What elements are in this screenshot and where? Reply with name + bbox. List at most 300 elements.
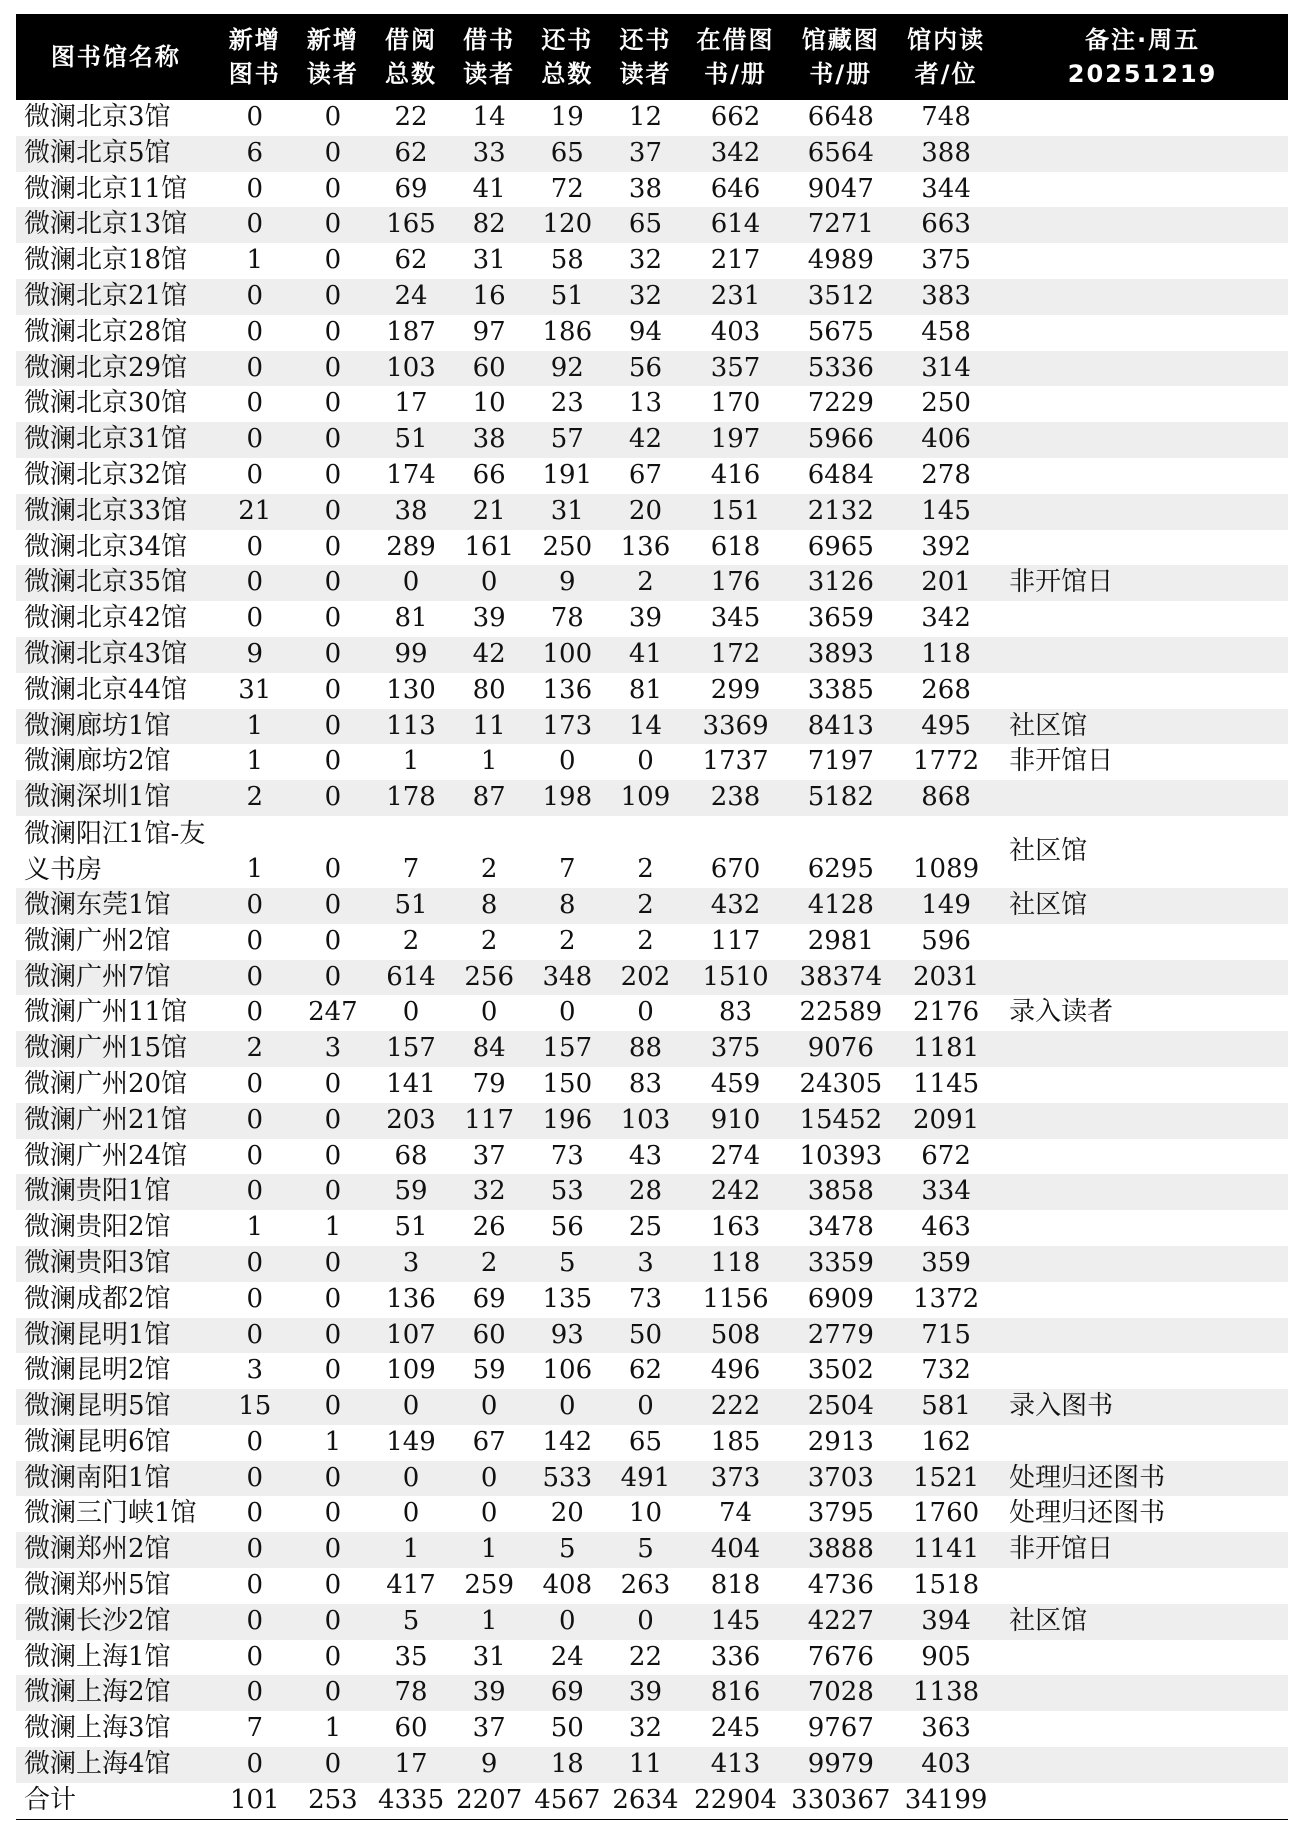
cell-collection-books: 3703 (787, 1461, 896, 1497)
cell-borrow-readers: 2 (450, 1246, 528, 1282)
cell-library-name: 微澜广州21馆 (16, 1103, 216, 1139)
cell-return-readers: 11 (606, 1747, 684, 1783)
cell-total-borrowed: 5 (372, 1604, 450, 1640)
table-row (16, 100, 1288, 136)
cell-library-name: 微澜北京18馆 (24, 245, 188, 276)
cell-return-readers: 94 (628, 316, 662, 347)
cell-collection-books: 22589 (799, 997, 883, 1028)
cell-borrow-readers: 2207 (450, 1783, 528, 1819)
cell-total-returned: 58 (550, 245, 584, 276)
cell-new-books: 0 (246, 1426, 264, 1457)
cell-books-on-loan: 403 (710, 316, 761, 347)
cell-borrow-readers: 10 (472, 388, 506, 419)
cell-new-readers: 1 (324, 1426, 342, 1457)
cell-library-name: 微澜廊坊1馆 (16, 709, 216, 745)
cell-readers-in-library: 1089 (913, 854, 980, 885)
cell-total-returned: 92 (528, 351, 606, 387)
cell-return-readers: 12 (628, 102, 662, 132)
cell-total-borrowed: 35 (394, 1641, 428, 1672)
cell-library-name: 微澜广州15馆 (16, 1031, 216, 1067)
cell-collection-books: 7229 (807, 388, 874, 419)
cell-new-readers: 0 (294, 1174, 372, 1210)
cell-readers-in-library: 145 (895, 494, 997, 530)
cell-total-returned: 8 (528, 888, 606, 924)
cell-new-readers: 0 (324, 603, 342, 634)
cell-total-returned: 100 (528, 637, 606, 673)
cell-note (997, 1747, 1288, 1783)
cell-new-readers: 0 (294, 888, 372, 924)
cell-collection-books: 5966 (787, 422, 896, 458)
cell-books-on-loan: 74 (718, 1498, 753, 1529)
cell-total-borrowed: 614 (372, 960, 450, 996)
header-line: 还书 (619, 26, 672, 54)
cell-total-returned: 19 (550, 102, 584, 132)
cell-new-books: 1 (216, 709, 294, 745)
cell-borrow-readers: 32 (450, 1174, 528, 1210)
cell-new-readers: 0 (294, 1461, 372, 1497)
cell-books-on-loan: 1737 (702, 746, 769, 777)
cell-note (997, 637, 1288, 673)
table-row (16, 1282, 1288, 1318)
cell-books-on-loan: 83 (718, 997, 753, 1028)
cell-borrow-readers: 37 (472, 1140, 506, 1171)
cell-library-name: 微澜北京5馆 (16, 136, 216, 172)
cell-new-readers: 0 (324, 388, 342, 419)
cell-total-borrowed: 51 (372, 888, 450, 924)
cell-borrow-readers: 33 (450, 136, 528, 172)
cell-total-borrowed: 0 (402, 997, 420, 1028)
cell-new-books: 0 (216, 960, 294, 996)
cell-note (997, 1139, 1288, 1175)
cell-new-books: 0 (216, 565, 294, 601)
cell-return-readers: 28 (606, 1174, 684, 1210)
cell-collection-books: 15452 (787, 1103, 896, 1139)
cell-books-on-loan: 145 (685, 1604, 787, 1640)
cell-books-on-loan: 245 (710, 1713, 761, 1744)
cell-books-on-loan: 818 (710, 1570, 761, 1601)
cell-note (997, 1282, 1288, 1318)
cell-readers-in-library: 34199 (895, 1783, 997, 1819)
cell-books-on-loan: 185 (710, 1426, 761, 1457)
cell-note (997, 924, 1288, 960)
cell-total-returned: 186 (542, 316, 593, 347)
cell-collection-books: 6965 (807, 531, 874, 562)
table-row (16, 207, 1288, 243)
cell-borrow-readers: 87 (450, 780, 528, 816)
cell-books-on-loan: 299 (710, 674, 761, 705)
cell-new-books: 0 (246, 1641, 264, 1672)
cell-library-name: 微澜广州24馆 (24, 1140, 188, 1171)
cell-new-readers: 0 (324, 1283, 342, 1314)
cell-borrow-readers: 1 (450, 1532, 528, 1568)
cell-borrow-readers: 41 (472, 173, 506, 204)
cell-total-returned: 533 (528, 1461, 606, 1497)
cell-collection-books: 5182 (787, 780, 896, 816)
cell-collection-books: 24305 (799, 1068, 883, 1099)
cell-books-on-loan: 618 (710, 531, 761, 562)
cell-total-borrowed: 51 (394, 1212, 428, 1243)
cell-readers-in-library: 1181 (895, 1031, 997, 1067)
cell-readers-in-library: 334 (895, 1174, 997, 1210)
cell-note (997, 1711, 1288, 1747)
cell-new-books: 0 (246, 997, 264, 1028)
cell-borrow-readers: 11 (450, 709, 528, 745)
cell-total-borrowed: 78 (372, 1675, 450, 1711)
header-line: 馆藏图 (801, 26, 880, 54)
cell-library-name: 微澜广州20馆 (24, 1068, 188, 1099)
cell-library-name: 微澜深圳1馆 (16, 780, 216, 816)
cell-new-readers: 253 (294, 1783, 372, 1819)
cell-new-books: 2 (216, 1031, 294, 1067)
cell-readers-in-library: 1518 (913, 1570, 980, 1601)
cell-collection-books: 9979 (787, 1747, 896, 1783)
cell-new-readers: 0 (324, 531, 342, 562)
cell-note: 处理归还图书 (1009, 1498, 1166, 1529)
cell-collection-books: 5675 (807, 316, 874, 347)
header-line: 还书 (541, 26, 594, 54)
cell-total-borrowed: 0 (402, 1498, 420, 1529)
cell-total-borrowed: 0 (372, 1389, 450, 1425)
cell-borrow-readers: 0 (480, 997, 498, 1028)
cell-collection-books: 6295 (807, 854, 874, 885)
cell-total-borrowed: 178 (372, 780, 450, 816)
cell-note (997, 386, 1288, 422)
cell-books-on-loan: 404 (685, 1532, 787, 1568)
cell-total-borrowed: 0 (372, 1461, 450, 1497)
cell-library-name: 微澜北京3馆 (24, 102, 171, 132)
cell-return-readers: 0 (637, 997, 654, 1028)
cell-collection-books: 3126 (787, 565, 896, 601)
cell-borrow-readers: 14 (472, 102, 506, 132)
cell-readers-in-library: 394 (895, 1604, 997, 1640)
cell-readers-in-library: 268 (921, 674, 971, 705)
table-row (16, 960, 1288, 996)
cell-library-name: 微澜北京44馆 (24, 674, 188, 705)
header-borrow-readers (450, 14, 528, 100)
cell-collection-books: 3512 (787, 279, 896, 315)
cell-return-readers: 22 (628, 1641, 662, 1672)
cell-books-on-loan: 170 (710, 388, 761, 419)
cell-note (997, 1246, 1288, 1282)
cell-books-on-loan: 118 (685, 1246, 787, 1282)
cell-library-name: 微澜北京43馆 (16, 637, 216, 673)
cell-total-returned: 150 (542, 1068, 593, 1099)
cell-borrow-readers: 31 (472, 245, 506, 276)
cell-total-borrowed: 17 (394, 388, 428, 419)
cell-total-returned: 23 (550, 388, 584, 419)
cell-new-readers: 0 (294, 1747, 372, 1783)
cell-total-borrowed: 141 (386, 1068, 436, 1099)
cell-total-borrowed: 1 (402, 746, 420, 777)
cell-new-books: 0 (216, 1747, 294, 1783)
table-row (16, 1747, 1288, 1783)
cell-return-readers: 38 (628, 173, 662, 204)
cell-new-books: 0 (246, 1498, 264, 1529)
cell-library-name: 微澜廊坊2馆 (24, 746, 171, 777)
cell-library-name: 微澜长沙2馆 (16, 1604, 216, 1640)
header-total-borrowed (372, 14, 450, 100)
cell-total-borrowed: 62 (394, 245, 428, 276)
cell-books-on-loan: 3369 (685, 709, 787, 745)
cell-books-on-loan: 413 (685, 1747, 787, 1783)
cell-readers-in-library: 458 (921, 316, 971, 347)
cell-note: 社区馆 (997, 888, 1288, 924)
cell-return-readers: 0 (606, 1389, 684, 1425)
cell-note (997, 1031, 1288, 1067)
header-line: 借书 (463, 26, 516, 54)
header-line: 总数 (541, 60, 594, 88)
header-total-returned (528, 14, 606, 100)
cell-total-returned: 120 (528, 207, 606, 243)
cell-total-returned: 65 (528, 136, 606, 172)
cell-new-readers: 0 (324, 316, 342, 347)
cell-total-returned: 31 (528, 494, 606, 530)
cell-readers-in-library: 868 (895, 780, 997, 816)
cell-new-books: 0 (216, 1604, 294, 1640)
cell-return-readers: 109 (606, 780, 684, 816)
cell-total-returned: 135 (542, 1283, 593, 1314)
cell-total-returned: 7 (559, 854, 576, 885)
cell-return-readers: 136 (620, 531, 671, 562)
cell-new-readers: 0 (294, 780, 372, 816)
cell-books-on-loan: 496 (710, 1355, 761, 1386)
cell-library-name: 微澜上海3馆 (24, 1713, 171, 1744)
cell-total-returned: 53 (528, 1174, 606, 1210)
cell-total-borrowed: 62 (372, 136, 450, 172)
cell-note: 社区馆 (997, 1604, 1288, 1640)
cell-note: 社区馆 (1009, 836, 1088, 867)
table-row (16, 530, 1288, 566)
table-row (16, 637, 1288, 673)
table-row (16, 315, 1288, 351)
cell-new-readers: 0 (324, 1140, 342, 1171)
cell-total-borrowed: 103 (372, 351, 450, 387)
cell-note (997, 351, 1288, 387)
cell-note (997, 1783, 1288, 1819)
cell-total-returned: 198 (528, 780, 606, 816)
cell-total-borrowed: 136 (386, 1283, 436, 1314)
cell-readers-in-library: 1521 (895, 1461, 997, 1497)
cell-return-readers: 2 (637, 925, 654, 956)
cell-new-readers: 0 (324, 925, 342, 956)
table-row (16, 601, 1288, 637)
cell-new-books: 101 (216, 1783, 294, 1819)
cell-total-returned: 4567 (528, 1783, 606, 1819)
cell-new-readers: 0 (324, 1498, 342, 1529)
header-line: 读者 (619, 60, 672, 88)
cell-readers-in-library: 732 (921, 1355, 971, 1386)
cell-total-borrowed: 3 (372, 1246, 450, 1282)
cell-readers-in-library: 118 (895, 637, 997, 673)
cell-borrow-readers: 80 (472, 674, 506, 705)
cell-total-returned: 5 (528, 1532, 606, 1568)
cell-collection-books: 7676 (807, 1641, 874, 1672)
cell-new-books: 0 (216, 422, 294, 458)
cell-total-returned: 196 (528, 1103, 606, 1139)
cell-books-on-loan: 342 (685, 136, 787, 172)
cell-return-readers: 62 (628, 1355, 662, 1386)
cell-books-on-loan: 336 (710, 1641, 761, 1672)
cell-readers-in-library: 1372 (913, 1283, 980, 1314)
cell-total-borrowed: 22 (394, 102, 428, 132)
cell-collection-books: 6564 (787, 136, 896, 172)
cell-total-borrowed: 109 (386, 1355, 436, 1386)
cell-borrow-readers: 8 (450, 888, 528, 924)
cell-library-name: 微澜昆明6馆 (24, 1426, 171, 1457)
table-row (16, 494, 1288, 530)
cell-borrow-readers: 256 (450, 960, 528, 996)
cell-note: 非开馆日 (997, 565, 1288, 601)
cell-new-books: 0 (216, 1246, 294, 1282)
cell-collection-books: 3359 (787, 1246, 896, 1282)
cell-total-borrowed: 113 (372, 709, 450, 745)
cell-library-name: 微澜南阳1馆 (16, 1461, 216, 1497)
cell-collection-books: 330367 (787, 1783, 896, 1819)
cell-books-on-loan: 1510 (685, 960, 787, 996)
cell-new-books: 0 (246, 459, 264, 490)
cell-library-name: 微澜北京31馆 (16, 422, 216, 458)
cell-new-readers: 0 (294, 136, 372, 172)
header-new-readers (294, 14, 372, 100)
cell-note (997, 673, 1288, 709)
cell-books-on-loan: 197 (685, 422, 787, 458)
cell-readers-in-library: 1772 (913, 746, 980, 777)
table-row (16, 458, 1288, 494)
cell-readers-in-library: 250 (921, 388, 971, 419)
cell-readers-in-library: 278 (921, 459, 971, 490)
cell-borrow-readers: 161 (464, 531, 514, 562)
cell-collection-books: 2132 (787, 494, 896, 530)
cell-new-books: 0 (216, 1174, 294, 1210)
header-line: 书/册 (704, 60, 767, 88)
cell-return-readers: 263 (620, 1570, 671, 1601)
table-row (16, 888, 1288, 924)
cell-return-readers: 13 (628, 388, 662, 419)
cell-borrow-readers: 9 (450, 1747, 528, 1783)
cell-readers-in-library: 672 (921, 1140, 971, 1171)
cell-library-name: 微澜北京34馆 (24, 531, 188, 562)
table-row (16, 995, 1288, 1031)
cell-library-name: 微澜北京28馆 (24, 316, 188, 347)
cell-books-on-loan: 432 (685, 888, 787, 924)
cell-note (997, 422, 1288, 458)
cell-new-books: 15 (216, 1389, 294, 1425)
cell-collection-books: 7028 (787, 1675, 896, 1711)
table-row (16, 1318, 1288, 1354)
cell-borrow-readers: 2 (480, 925, 498, 956)
table-row (16, 1496, 1288, 1532)
cell-readers-in-library: 1760 (913, 1498, 980, 1529)
cell-new-books: 0 (246, 1140, 264, 1171)
cell-books-on-loan: 231 (685, 279, 787, 315)
cell-library-name: 合计 (16, 1783, 216, 1819)
header-library-name (16, 14, 216, 100)
cell-library-name: 微澜昆明1馆 (16, 1318, 216, 1354)
cell-total-returned: 73 (550, 1140, 584, 1171)
table-row (16, 1353, 1288, 1389)
cell-new-books: 0 (216, 1675, 294, 1711)
cell-new-readers: 0 (294, 351, 372, 387)
cell-note (997, 1103, 1288, 1139)
cell-books-on-loan: 163 (710, 1212, 761, 1243)
cell-return-readers: 65 (606, 207, 684, 243)
cell-borrow-readers: 31 (472, 1641, 506, 1672)
cell-collection-books: 7271 (787, 207, 896, 243)
cell-total-borrowed: 417 (386, 1570, 436, 1601)
table-row (16, 744, 1288, 780)
cell-library-name: 微澜北京13馆 (16, 207, 216, 243)
cell-books-on-loan: 670 (710, 854, 761, 885)
cell-new-books: 0 (216, 888, 294, 924)
cell-borrow-readers: 16 (450, 279, 528, 315)
cell-borrow-readers: 69 (472, 1283, 506, 1314)
cell-note: 非开馆日 (1009, 746, 1114, 777)
cell-new-readers: 0 (294, 1103, 372, 1139)
cell-return-readers: 0 (637, 746, 654, 777)
cell-new-books: 0 (246, 1283, 264, 1314)
cell-new-books: 1 (246, 1212, 264, 1243)
table-row (16, 924, 1288, 960)
cell-new-books: 0 (216, 1461, 294, 1497)
cell-note (997, 1318, 1288, 1354)
cell-new-readers: 0 (294, 709, 372, 745)
cell-new-books: 2 (216, 780, 294, 816)
cell-return-readers: 3 (606, 1246, 684, 1282)
table-row (16, 1568, 1288, 1604)
cell-borrow-readers: 60 (450, 1318, 528, 1354)
cell-library-name: 微澜北京42馆 (24, 603, 188, 634)
cell-library-name: 微澜北京33馆 (16, 494, 216, 530)
cell-return-readers: 2634 (606, 1783, 684, 1819)
cell-new-readers: 0 (294, 637, 372, 673)
cell-books-on-loan: 459 (710, 1068, 761, 1099)
cell-library-name: 微澜阳江1馆-友义书房 (24, 818, 206, 885)
cell-readers-in-library: 1141 (895, 1532, 997, 1568)
table-row (16, 673, 1288, 709)
cell-collection-books: 3888 (787, 1532, 896, 1568)
cell-new-readers: 0 (294, 1389, 372, 1425)
table-row (16, 1067, 1288, 1103)
cell-new-books: 0 (246, 388, 264, 419)
cell-return-readers: 5 (606, 1532, 684, 1568)
header-line: 备注·周五 (1084, 26, 1201, 54)
cell-total-borrowed: 130 (386, 674, 436, 705)
table-row (16, 1139, 1288, 1175)
cell-return-readers: 83 (628, 1068, 662, 1099)
cell-new-readers: 0 (324, 854, 342, 885)
cell-new-readers: 0 (324, 1068, 342, 1099)
cell-note: 录入图书 (997, 1389, 1288, 1425)
cell-new-books: 3 (246, 1355, 264, 1386)
table-row (16, 351, 1288, 387)
cell-new-books: 31 (238, 674, 272, 705)
cell-note (997, 1210, 1288, 1246)
cell-new-readers: 0 (324, 1355, 342, 1386)
cell-borrow-readers: 97 (472, 316, 506, 347)
header-line: 借阅 (385, 26, 438, 54)
cell-total-borrowed: 2 (402, 925, 420, 956)
cell-readers-in-library: 581 (895, 1389, 997, 1425)
header-line: 馆内读 (907, 26, 986, 54)
cell-total-returned: 408 (542, 1570, 593, 1601)
cell-return-readers: 10 (628, 1498, 662, 1529)
cell-return-readers: 65 (628, 1426, 662, 1457)
cell-collection-books: 10393 (799, 1140, 883, 1171)
cell-new-books: 0 (216, 1318, 294, 1354)
cell-total-returned: 20 (550, 1498, 584, 1529)
cell-collection-books: 4989 (807, 245, 874, 276)
cell-books-on-loan: 345 (710, 603, 761, 634)
